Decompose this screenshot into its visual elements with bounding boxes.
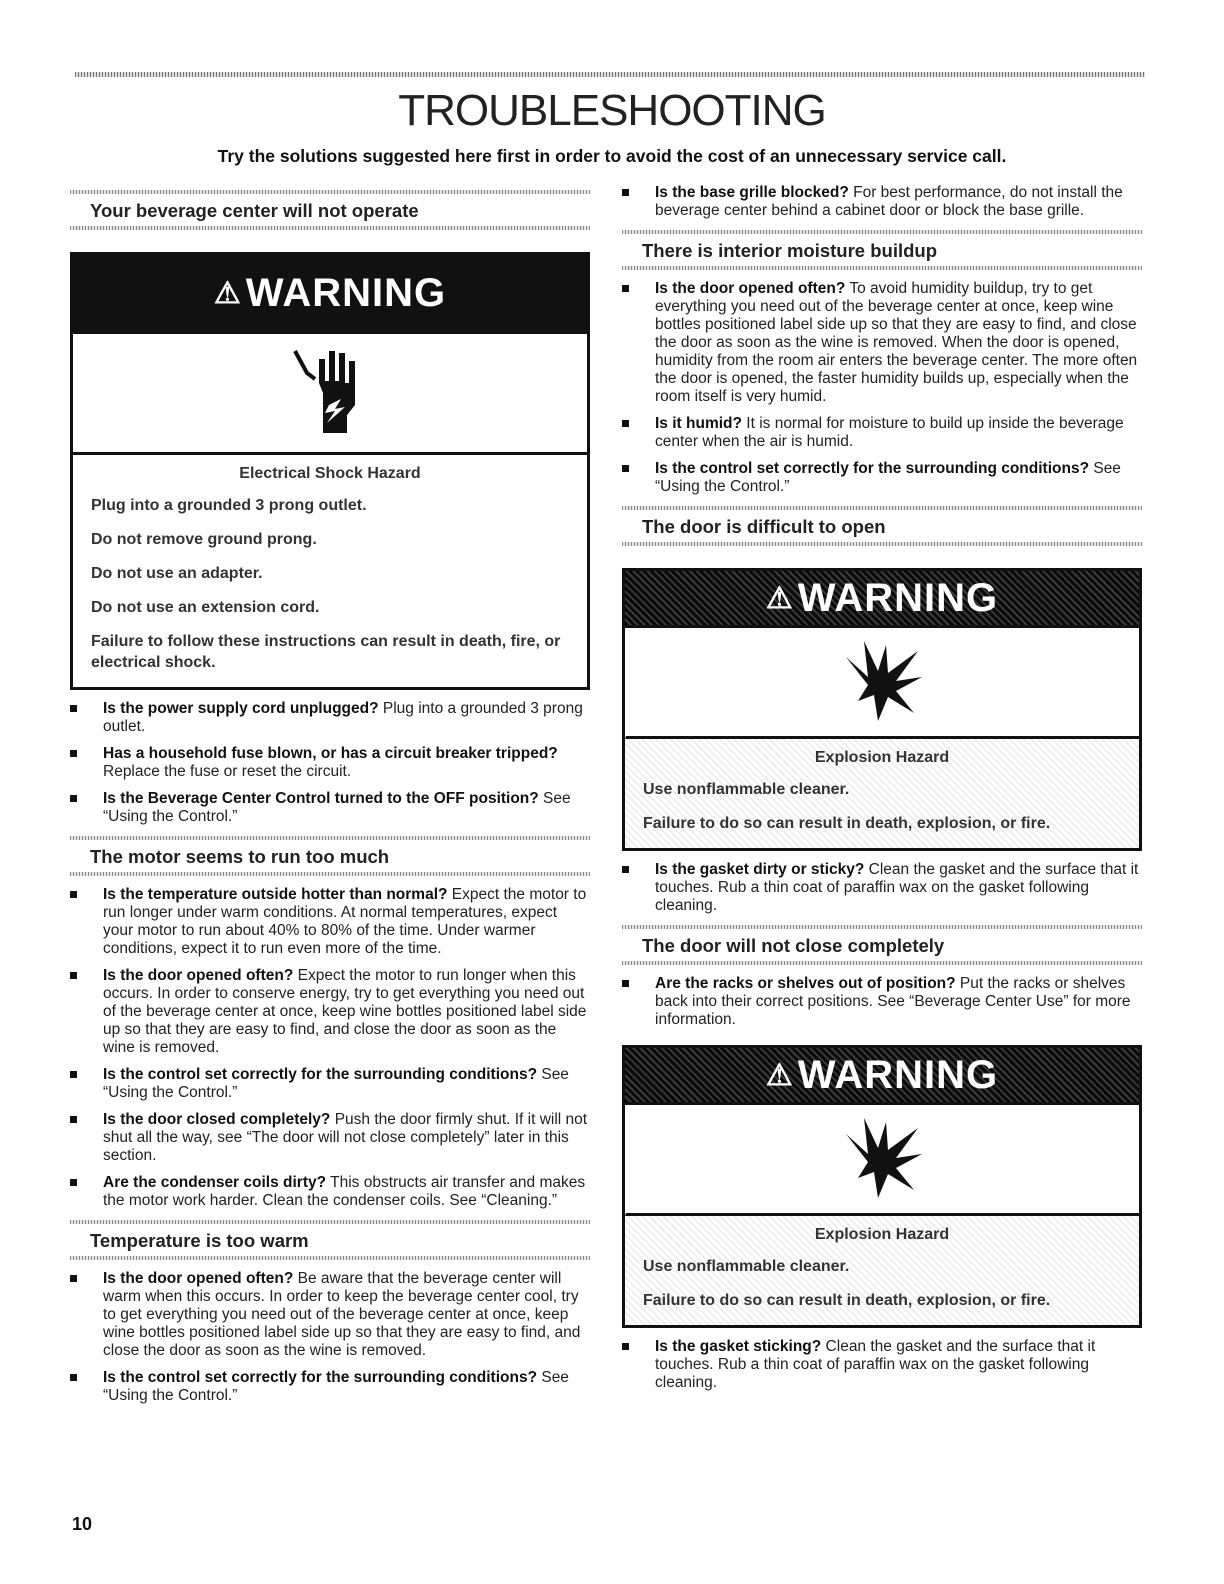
list-item (70, 1174, 590, 1210)
bullet-icon (70, 795, 77, 802)
bullet-icon (622, 285, 629, 292)
warning-line: Do not use an adapter. (91, 565, 263, 582)
section-heading: There is interior moisture buildup (642, 240, 938, 261)
list-item (70, 700, 590, 736)
warning-line: Do not remove ground prong. (91, 531, 317, 548)
bullet-icon (70, 1179, 77, 1186)
warning-line: Failure to do so can result in death, explosion, or fire. (643, 1292, 1051, 1309)
item-question: Is the base grille blocked? (655, 184, 849, 201)
item-answer: Clean the gasket and the surface that it touches. Rub a thin coat of paraffin wax on the gasket following cleaning. (655, 1338, 1096, 1391)
item-question: Are the racks or shelves out of position? (655, 975, 956, 992)
shock-warning-box (70, 252, 590, 690)
bullet-icon (622, 189, 629, 196)
difficult-list (622, 861, 1142, 915)
list-item (622, 184, 1142, 220)
warning-line: Failure to do so can result in death, explosion, or fire. (643, 815, 1051, 832)
explosion-hazard-pictogram (625, 1105, 1139, 1216)
not-operate-list (70, 700, 590, 826)
not-close-list (622, 975, 1142, 1029)
page-title: TROUBLESHOOTING (398, 86, 826, 135)
warning-triangle-icon: ⚠ (213, 276, 242, 310)
warning-header (73, 255, 587, 334)
item-question: Is the control set correctly for the surrounding conditions? (655, 460, 1090, 477)
item-answer: This obstructs air transfer and makes the motor work harder. Clean the condenser coils. See “Cleaning.” (103, 1174, 586, 1209)
item-question: Is the gasket sticking? (655, 1338, 822, 1355)
warning-label: WARNING (245, 270, 447, 315)
warm-list (70, 1270, 590, 1405)
item-question: Is it humid? (655, 415, 742, 432)
warning-line: Use nonflammable cleaner. (643, 1258, 850, 1275)
warning-triangle-icon: ⚠ (765, 581, 794, 615)
item-answer: Expect the motor to run longer when this occurs. In order to conserve energy, try to get everything you need out of the beverage center at once, keep wine bottles positioned label side up so that they are easy to find, and close the door as soon as the wine is removed. (103, 967, 587, 1056)
item-question: Is the Beverage Center Control turned to the OFF position? (103, 790, 539, 807)
item-question: Is the door opened often? (655, 280, 846, 297)
bullet-icon (622, 866, 629, 873)
section-rule (622, 961, 1142, 965)
item-answer: Push the door firmly shut. If it will not shut all the way, see “The door will not close completely” later in this section. (103, 1111, 588, 1164)
warning-text (625, 1216, 1139, 1325)
warning-header (625, 571, 1139, 628)
section-heading: The motor seems to run too much (90, 846, 390, 867)
list-item (70, 1369, 590, 1405)
page-subtitle: Try the solutions suggested here first in order to avoid the cost of an unnecessary service call. (217, 146, 1007, 166)
list-item (622, 415, 1142, 451)
section-rule (622, 542, 1142, 546)
section-not-close (622, 925, 1142, 965)
section-rule (622, 506, 1142, 510)
bullet-icon (70, 972, 77, 979)
explosion-icon (838, 1114, 928, 1204)
item-answer: Replace the fuse or reset the circuit. (103, 763, 352, 780)
list-item (622, 280, 1142, 406)
item-answer: Clean the gasket and the surface that it touches. Rub a thin coat of paraffin wax on the gasket following cleaning. (655, 861, 1139, 914)
section-motor (70, 836, 590, 876)
list-item (70, 745, 590, 781)
list-item (70, 1111, 590, 1165)
item-question: Is the door opened often? (103, 1270, 294, 1287)
list-item (622, 460, 1142, 496)
motor-list (70, 886, 590, 1210)
section-rule (70, 1220, 590, 1224)
warning-triangle-icon: ⚠ (765, 1058, 794, 1092)
section-rule (622, 266, 1142, 270)
list-item (622, 861, 1142, 915)
section-too-warm (70, 1220, 590, 1260)
list-item (622, 975, 1142, 1029)
item-question: Is the control set correctly for the surrounding conditions? (103, 1369, 538, 1386)
item-question: Is the power supply cord unplugged? (103, 700, 379, 717)
list-item (70, 790, 590, 826)
item-question: Is the door opened often? (103, 967, 294, 984)
shock-hazard-pictogram (73, 334, 587, 455)
section-rule (70, 872, 590, 876)
section-rule (70, 190, 590, 194)
not-close-after-list (622, 1338, 1142, 1392)
item-question: Is the temperature outside hotter than normal? (103, 886, 448, 903)
bullet-icon (70, 750, 77, 757)
warning-header (625, 1048, 1139, 1105)
warning-label: WARNING (797, 1052, 999, 1097)
bullet-icon (622, 465, 629, 472)
section-heading: The door will not close completely (642, 935, 945, 956)
explosion-hazard-pictogram (625, 628, 1139, 739)
bullet-icon (70, 1374, 77, 1381)
bullet-icon (622, 1343, 629, 1350)
list-item (70, 967, 590, 1057)
bullet-icon (70, 1116, 77, 1123)
warning-line: Do not use an extension cord. (91, 599, 320, 616)
warning-line: Failure to follow these instructions can result in death, fire, or electrical shock. (91, 633, 561, 671)
electric-shock-hand-icon (285, 343, 375, 443)
section-not-operate (70, 190, 590, 230)
list-item (70, 886, 590, 958)
bullet-icon (70, 1071, 77, 1078)
grille-list (622, 184, 1142, 220)
page-number: 10 (72, 1514, 93, 1534)
item-question: Is the door closed completely? (103, 1111, 331, 1128)
explosion-icon (838, 637, 928, 727)
section-heading: Your beverage center will not operate (90, 200, 419, 221)
warning-label: WARNING (797, 575, 999, 620)
warning-line: Plug into a grounded 3 prong outlet. (91, 497, 367, 514)
section-rule (622, 925, 1142, 929)
section-rule (70, 226, 590, 230)
item-answer: Put the racks or shelves back into their correct positions. See “Beverage Center Use” for more information. (655, 975, 1131, 1028)
item-answer: See “Using the Control.” (103, 1066, 569, 1101)
warning-text (625, 739, 1139, 848)
right-column (622, 184, 1142, 1401)
left-column (70, 180, 590, 1414)
section-heading: Temperature is too warm (90, 1230, 309, 1251)
section-heading: The door is difficult to open (642, 516, 886, 537)
hazard-title: Explosion Hazard (814, 749, 950, 766)
item-question: Are the condenser coils dirty? (103, 1174, 327, 1191)
item-answer: Plug into a grounded 3 prong outlet. (103, 700, 583, 735)
item-answer: Be aware that the beverage center will warm when this occurs. In order to keep the beverage center cool, try to get everything you need out of the beverage center at once, keep wine bottles positioned label side up so that they are easy to find, and close the door as soon as the wine is removed. (103, 1270, 581, 1359)
explosion-warning-box (622, 1045, 1142, 1328)
section-moisture (622, 230, 1142, 270)
hazard-title: Electrical Shock Hazard (239, 465, 421, 482)
item-answer: See “Using the Control.” (103, 1369, 569, 1404)
item-answer: See “Using the Control.” (103, 790, 571, 825)
moisture-list (622, 280, 1142, 496)
item-question: Is the gasket dirty or sticky? (655, 861, 865, 878)
top-rule (75, 72, 1145, 77)
warning-line: Use nonflammable cleaner. (643, 781, 850, 798)
item-question: Is the control set correctly for the surrounding conditions? (103, 1066, 538, 1083)
section-rule (70, 836, 590, 840)
bullet-icon (622, 420, 629, 427)
item-question: Has a household fuse blown, or has a circuit breaker tripped? (103, 745, 558, 762)
bullet-icon (70, 705, 77, 712)
warning-text (73, 455, 587, 687)
item-answer: Expect the motor to run longer under warm conditions. At normal temperatures, expect your motor to run about 40% to 80% of the time. Under warmer conditions, expect it to run even more of the time. (103, 886, 587, 957)
section-rule (70, 1256, 590, 1260)
item-answer: It is normal for moisture to build up inside the beverage center when the air is humid. (655, 415, 1124, 450)
list-item (70, 1270, 590, 1360)
bullet-icon (70, 1275, 77, 1282)
section-difficult-open (622, 506, 1142, 546)
list-item (622, 1338, 1142, 1392)
bullet-icon (622, 980, 629, 987)
list-item (70, 1066, 590, 1102)
item-answer: To avoid humidity buildup, try to get everything you need out of the beverage center at once, keep wine bottles positioned label side up so that they are easy to find, and close the door as soon as the wine is removed. When the door is opened, humidity from the room air enters the beverage center. The more often the door is opened, the faster humidity builds up, especially when the room itself is very humid. (655, 280, 1138, 405)
item-answer: For best performance, do not install the beverage center behind a cabinet door or block the base grille. (655, 184, 1123, 219)
item-answer: See “Using the Control.” (655, 460, 1121, 495)
bullet-icon (70, 891, 77, 898)
section-rule (622, 230, 1142, 234)
explosion-warning-box (622, 568, 1142, 851)
hazard-title: Explosion Hazard (814, 1226, 950, 1243)
